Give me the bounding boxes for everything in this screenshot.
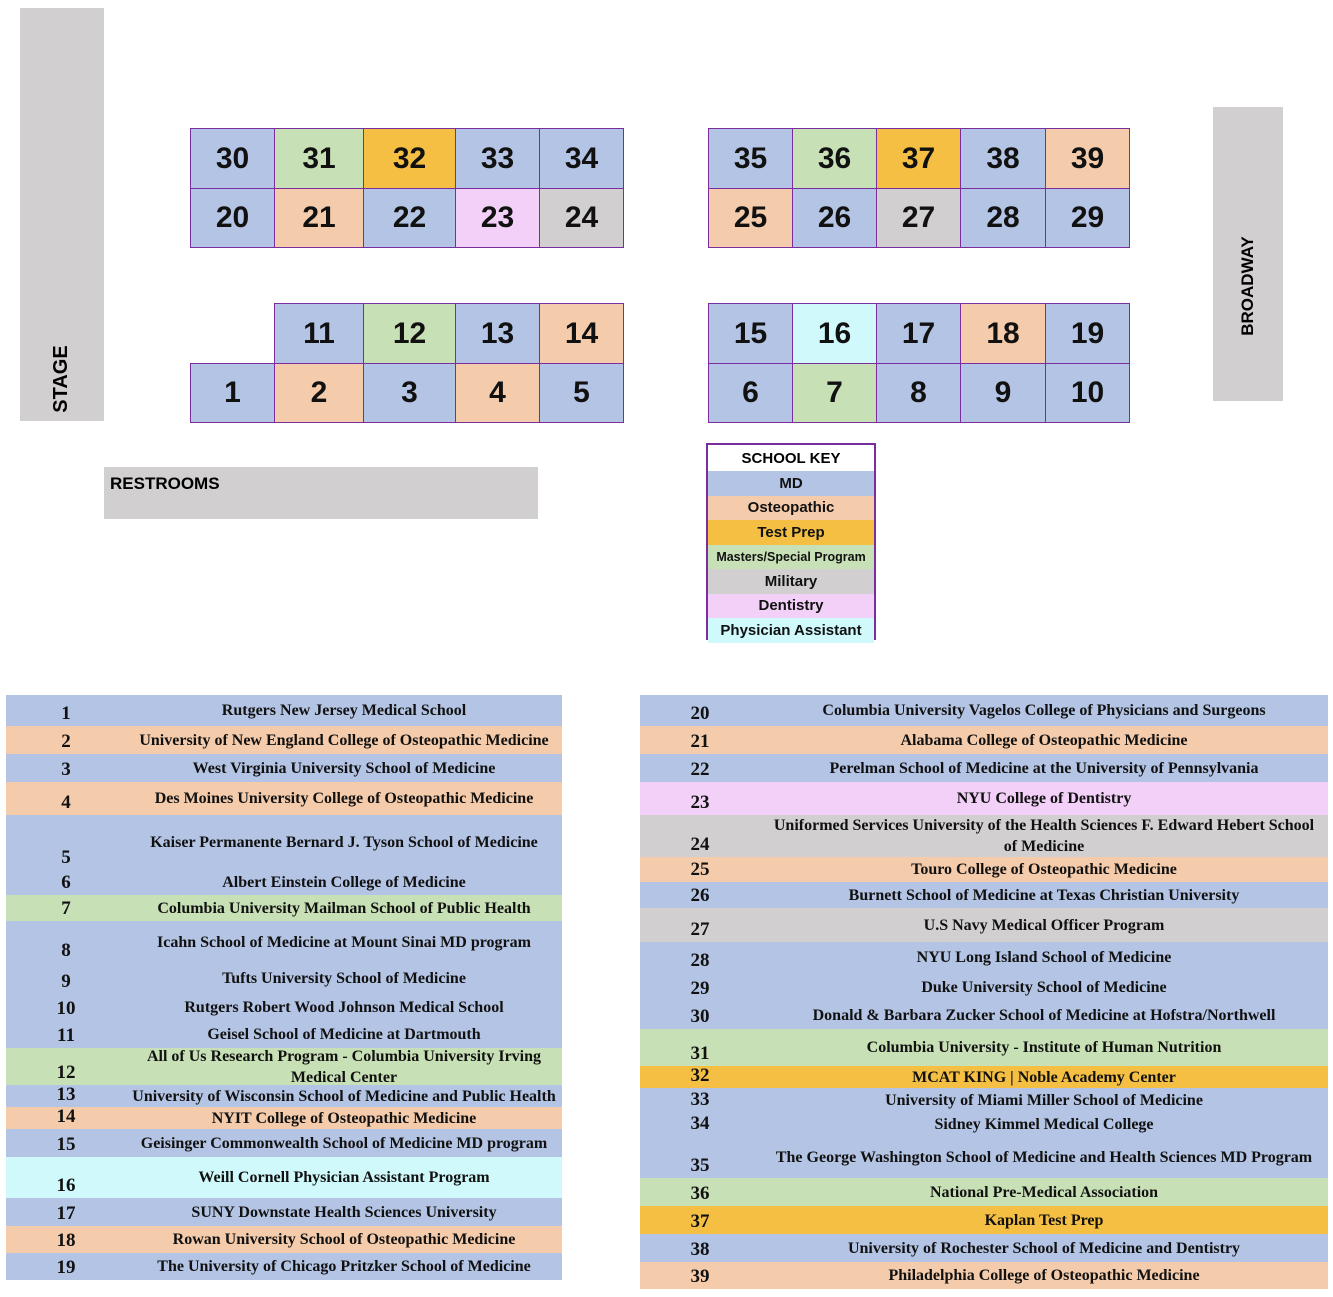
school-name-cell: University of New England College of Osteopathic Medicine bbox=[139, 731, 549, 749]
booth-20: 20 bbox=[190, 188, 275, 248]
school-name-cell: Donald & Barbara Zucker School of Medicine at Hofstra/Northwell bbox=[812, 1006, 1276, 1024]
school-name-cell: Columbia University Vagelos College of Physicians and Surgeons bbox=[822, 702, 1266, 719]
booth-16: 16 bbox=[792, 303, 877, 364]
school-name-cell: Albert Einstein College of Medicine bbox=[222, 874, 466, 891]
booth-number-cell: 32 bbox=[690, 1065, 710, 1086]
booth-number-cell: 11 bbox=[57, 1025, 75, 1046]
table-row bbox=[6, 870, 562, 895]
school-name-cell: NYU Long Island School of Medicine bbox=[916, 949, 1172, 966]
school-name-cell: Philadelphia College of Osteopathic Medicine bbox=[888, 1267, 1200, 1284]
booth-10: 10 bbox=[1045, 363, 1130, 423]
school-name-cell: Rutgers Robert Wood Johnson Medical School bbox=[184, 999, 504, 1016]
booth-35: 35 bbox=[708, 128, 793, 189]
booth-number-cell: 3 bbox=[61, 759, 71, 780]
booth-number-cell: 10 bbox=[56, 998, 76, 1019]
booth-9: 9 bbox=[960, 363, 1046, 423]
school-name-cell: U.S Navy Medical Officer Program bbox=[923, 916, 1165, 934]
table-row bbox=[6, 695, 562, 726]
key-osteopathic: Osteopathic bbox=[708, 496, 874, 521]
booth-number-cell: 38 bbox=[690, 1239, 710, 1260]
booth-34: 34 bbox=[539, 128, 624, 189]
booth-7: 7 bbox=[792, 363, 877, 423]
booth-number-cell: 12 bbox=[56, 1062, 76, 1083]
booth-directory-right bbox=[640, 695, 1328, 1289]
booth-number-cell: 33 bbox=[690, 1089, 710, 1110]
school-name-cell: University of Wisconsin School of Medicine and Public Health bbox=[132, 1087, 556, 1105]
booth-24: 24 bbox=[539, 188, 624, 248]
booth-33: 33 bbox=[455, 128, 540, 189]
booth-17: 17 bbox=[876, 303, 961, 364]
booth-number-cell: 19 bbox=[56, 1257, 76, 1278]
school-name-cell: West Virginia University School of Medicine bbox=[192, 759, 496, 777]
booth-number-cell: 16 bbox=[56, 1175, 76, 1196]
school-name-cell: Kaplan Test Prep bbox=[984, 1211, 1104, 1229]
table-row bbox=[640, 695, 1328, 726]
table-row bbox=[640, 1001, 1328, 1029]
school-name-cell: Uniformed Services University of the Health Sciences F. Edward Hebert School of Medicine bbox=[773, 817, 1315, 855]
booth-number-cell: 6 bbox=[61, 872, 71, 893]
booth-36: 36 bbox=[792, 128, 877, 189]
booth-number-cell: 30 bbox=[690, 1006, 710, 1027]
school-name-cell: Icahn School of Medicine at Mount Sinai MD program bbox=[157, 933, 531, 951]
booth-number-cell: 23 bbox=[690, 792, 710, 813]
school-name-cell: Rowan University School of Osteopathic Medicine bbox=[172, 1231, 516, 1248]
school-name-cell: Perelman School of Medicine at the University of Pennsylvania bbox=[829, 759, 1259, 777]
booth-21: 21 bbox=[274, 188, 364, 248]
booth-number-cell: 17 bbox=[56, 1203, 76, 1224]
school-name-cell: Rutgers New Jersey Medical School bbox=[221, 702, 467, 719]
table-row bbox=[6, 895, 562, 921]
booth-22: 22 bbox=[363, 188, 456, 248]
table-row bbox=[640, 726, 1328, 754]
booth-15: 15 bbox=[708, 303, 793, 364]
booth-number-cell: 31 bbox=[690, 1043, 710, 1064]
booth-number-cell: 18 bbox=[56, 1230, 76, 1251]
school-name-cell: Des Moines University College of Osteopathic Medicine bbox=[154, 790, 534, 807]
table-row bbox=[6, 726, 562, 754]
table-row bbox=[640, 1262, 1328, 1289]
school-name-cell: Geisinger Commonwealth School of Medicine MD program bbox=[140, 1134, 548, 1152]
booth-28: 28 bbox=[960, 188, 1046, 248]
table-row bbox=[6, 1085, 562, 1107]
table-row bbox=[6, 754, 562, 782]
booth-number-cell: 1 bbox=[61, 703, 71, 724]
school-name-cell: Weill Cornell Physician Assistant Program bbox=[198, 1169, 490, 1186]
table-row bbox=[640, 1029, 1328, 1066]
booth-number-cell: 24 bbox=[690, 834, 710, 855]
booth-3: 3 bbox=[363, 363, 456, 423]
table-row bbox=[6, 1226, 562, 1253]
table-row bbox=[640, 908, 1328, 942]
booth-6: 6 bbox=[708, 363, 793, 423]
booth-number-cell: 15 bbox=[56, 1134, 76, 1155]
school-name-cell: NYIT College of Osteopathic Medicine bbox=[211, 1109, 477, 1127]
table-row bbox=[6, 1021, 562, 1048]
booth-37: 37 bbox=[876, 128, 961, 189]
table-row bbox=[640, 754, 1328, 782]
stage-label: STAGE bbox=[50, 345, 72, 413]
school-name-cell: SUNY Downstate Health Sciences University bbox=[191, 1203, 497, 1221]
booth-12: 12 bbox=[363, 303, 456, 364]
school-name-cell: All of Us Research Program - Columbia University Irving Medical Center bbox=[146, 1047, 542, 1086]
school-name-cell: MCAT KING | Noble Academy Center bbox=[912, 1068, 1176, 1086]
booth-number-cell: 9 bbox=[61, 971, 71, 992]
school-name-cell: The George Washington School of Medicine and Health Sciences MD Program bbox=[775, 1148, 1313, 1166]
table-row bbox=[6, 782, 562, 815]
booth-38: 38 bbox=[960, 128, 1046, 189]
table-row bbox=[640, 782, 1328, 815]
school-name-cell: Alabama College of Osteopathic Medicine bbox=[900, 731, 1188, 749]
table-row bbox=[640, 1206, 1328, 1234]
school-name-cell: Columbia University - Institute of Human Nutrition bbox=[866, 1039, 1222, 1056]
school-name-cell: Kaiser Permanente Bernard J. Tyson School of Medicine bbox=[150, 834, 538, 851]
table-row bbox=[6, 1157, 562, 1198]
booth-number-cell: 8 bbox=[61, 940, 71, 961]
booth-14: 14 bbox=[539, 303, 624, 364]
school-name-cell: Touro College of Osteopathic Medicine bbox=[911, 861, 1177, 878]
booth-number-cell: 13 bbox=[56, 1084, 76, 1105]
table-row bbox=[6, 1253, 562, 1280]
broadway-label: BROADWAY bbox=[1238, 236, 1257, 336]
table-row bbox=[640, 942, 1328, 973]
booth-number-cell: 22 bbox=[690, 759, 710, 780]
table-row bbox=[640, 857, 1328, 882]
table-row bbox=[640, 1234, 1328, 1262]
table-row bbox=[640, 1136, 1328, 1178]
table-row bbox=[640, 1178, 1328, 1206]
booth-19: 19 bbox=[1045, 303, 1130, 364]
booth-23: 23 bbox=[455, 188, 540, 248]
booth-number-cell: 20 bbox=[690, 703, 710, 724]
key-test-prep: Test Prep bbox=[708, 520, 874, 545]
school-key-title: SCHOOL KEY bbox=[741, 449, 841, 467]
booth-18: 18 bbox=[960, 303, 1046, 364]
school-name-cell: Duke University School of Medicine bbox=[921, 978, 1167, 996]
booth-5: 5 bbox=[539, 363, 624, 423]
table-row bbox=[6, 1107, 562, 1129]
table-row bbox=[640, 815, 1328, 857]
school-name-cell: National Pre-Medical Association bbox=[929, 1183, 1159, 1201]
key-dentistry: Dentistry bbox=[708, 594, 874, 619]
booth-26: 26 bbox=[792, 188, 877, 248]
table-row bbox=[6, 994, 562, 1021]
table-row bbox=[640, 1088, 1328, 1112]
booth-8: 8 bbox=[876, 363, 961, 423]
booth-11: 11 bbox=[274, 303, 364, 364]
key-military: Military bbox=[708, 569, 874, 594]
table-row bbox=[640, 882, 1328, 908]
booth-2: 2 bbox=[274, 363, 364, 423]
booth-39: 39 bbox=[1045, 128, 1130, 189]
table-row bbox=[640, 1112, 1328, 1136]
table-row bbox=[6, 1198, 562, 1226]
school-name-cell: Columbia University Mailman School of Public Health bbox=[157, 899, 531, 917]
school-name-cell: University of Miami Miller School of Medicine bbox=[885, 1091, 1203, 1109]
booth-number-cell: 7 bbox=[61, 898, 71, 919]
booth-number-cell: 2 bbox=[61, 731, 71, 752]
booth-number-cell: 27 bbox=[690, 919, 710, 940]
booth-31: 31 bbox=[274, 128, 364, 189]
table-row bbox=[6, 815, 562, 870]
restrooms-label: RESTROOMS bbox=[110, 474, 220, 493]
school-name-cell: NYU College of Dentistry bbox=[956, 790, 1132, 807]
booth-number-cell: 36 bbox=[690, 1183, 710, 1204]
table-row bbox=[640, 973, 1328, 1001]
booth-number-cell: 29 bbox=[690, 978, 710, 999]
booth-number-cell: 14 bbox=[56, 1106, 76, 1127]
school-name-cell: The University of Chicago Pritzker School of Medicine bbox=[157, 1258, 531, 1275]
booth-number-cell: 35 bbox=[690, 1155, 710, 1176]
school-name-cell: Sidney Kimmel Medical College bbox=[934, 1115, 1154, 1133]
booth-number-cell: 21 bbox=[690, 731, 710, 752]
booth-30: 30 bbox=[190, 128, 275, 189]
school-name-cell: University of Rochester School of Medicine and Dentistry bbox=[847, 1239, 1241, 1257]
school-name-cell: Tufts University School of Medicine bbox=[222, 970, 466, 987]
booth-number-cell: 26 bbox=[690, 885, 710, 906]
table-row bbox=[640, 1066, 1328, 1088]
booth-number-cell: 4 bbox=[61, 792, 71, 813]
booth-4: 4 bbox=[455, 363, 540, 423]
booth-27: 27 bbox=[876, 188, 961, 248]
booth-number-cell: 37 bbox=[690, 1211, 710, 1232]
booth-number-cell: 5 bbox=[61, 847, 71, 868]
key-masters-special-program: Masters/Special Program bbox=[708, 545, 874, 570]
table-row bbox=[6, 1129, 562, 1157]
booth-number-cell: 28 bbox=[690, 950, 710, 971]
booth-13: 13 bbox=[455, 303, 540, 364]
booth-32: 32 bbox=[363, 128, 456, 189]
school-key bbox=[706, 443, 876, 640]
school-name-cell: Geisel School of Medicine at Dartmouth bbox=[207, 1026, 481, 1043]
booth-25: 25 bbox=[708, 188, 793, 248]
booth-29: 29 bbox=[1045, 188, 1130, 248]
booth-1: 1 bbox=[190, 363, 275, 423]
booth-directory-left bbox=[6, 695, 562, 1280]
key-md: MD bbox=[708, 471, 874, 496]
booth-number-cell: 34 bbox=[690, 1113, 710, 1134]
school-name-cell: Burnett School of Medicine at Texas Christian University bbox=[848, 886, 1240, 904]
key-physician-assistant: Physician Assistant bbox=[708, 618, 874, 643]
table-row bbox=[6, 921, 562, 963]
table-row bbox=[6, 1048, 562, 1085]
booth-number-cell: 25 bbox=[690, 859, 710, 880]
booth-number-cell: 39 bbox=[690, 1266, 710, 1287]
table-row bbox=[6, 963, 562, 994]
